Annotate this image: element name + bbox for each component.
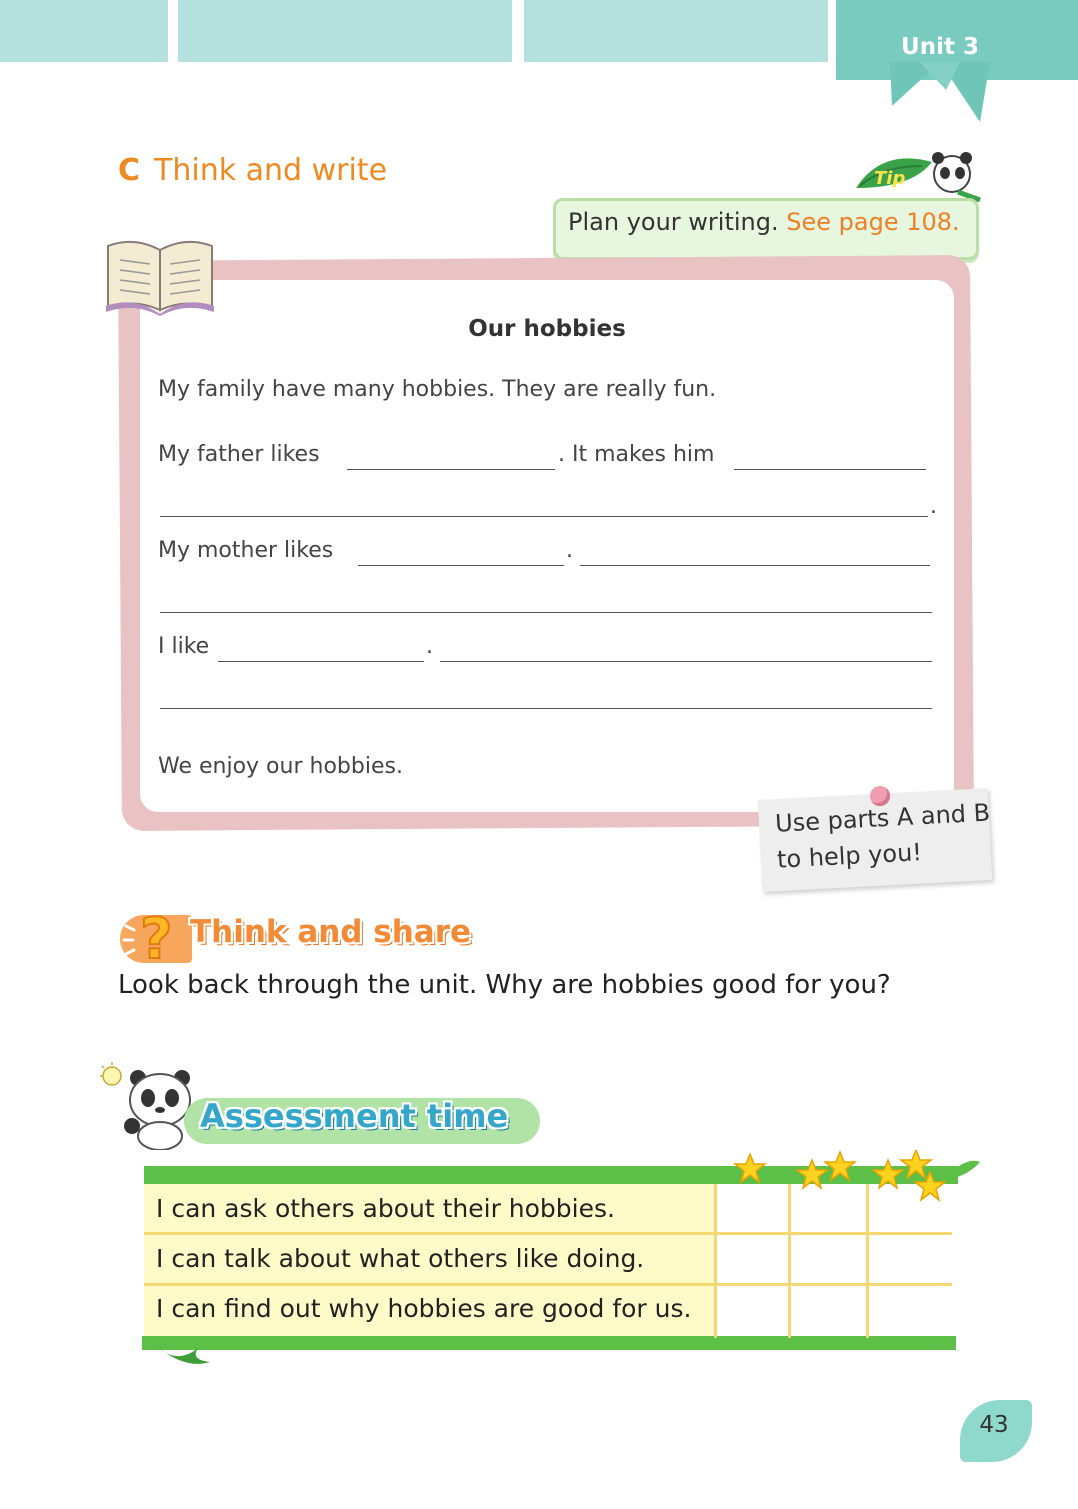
table-row-divider	[144, 1283, 952, 1286]
my-feeling-blank[interactable]	[440, 661, 932, 662]
rating-cell[interactable]	[718, 1236, 786, 1282]
table-column-divider	[788, 1184, 791, 1338]
question-mark-icon	[118, 902, 188, 966]
i-prefix: I like	[158, 634, 210, 659]
mother-mid: .	[566, 538, 573, 563]
rating-cell[interactable]	[792, 1236, 864, 1282]
mother-prefix: My mother likes	[158, 538, 334, 563]
i-mid: .	[426, 634, 433, 659]
leaf-decoration-icon	[880, 62, 1000, 142]
tip-page-link[interactable]: See page 108.	[786, 208, 960, 236]
rating-cell[interactable]	[718, 1287, 786, 1335]
header-tab	[178, 0, 512, 62]
my-reason-blank[interactable]	[160, 708, 932, 709]
open-book-icon	[104, 236, 216, 316]
unit-label: Unit 3	[901, 34, 979, 60]
writing-closing: We enjoy our hobbies.	[158, 754, 403, 779]
section-heading	[118, 153, 387, 188]
can-do-statement: I can find out why hobbies are good for us.	[156, 1294, 692, 1323]
writing-line-intro: My family have many hobbies. They are really fun.	[158, 377, 717, 402]
table-column-divider	[714, 1184, 717, 1338]
father-hobby-blank[interactable]	[347, 469, 555, 470]
rating-stars-icon	[730, 1150, 990, 1202]
section-title: Think and write	[154, 153, 388, 188]
think-and-share-question: Look back through the unit. Why are hobbies good for you?	[118, 970, 891, 1000]
table-bottom-border	[142, 1336, 956, 1350]
mother-reason-blank[interactable]	[160, 612, 932, 613]
writing-title: Our hobbies	[468, 316, 626, 342]
father-feeling-blank[interactable]	[734, 469, 926, 470]
mother-hobby-blank[interactable]	[358, 565, 564, 566]
father-prefix: My father likes	[158, 442, 320, 467]
rating-cell[interactable]	[792, 1287, 864, 1335]
can-do-statement: I can ask others about their hobbies.	[156, 1194, 615, 1223]
father-reason-blank[interactable]	[160, 516, 928, 517]
leaf-decoration-icon	[150, 1340, 220, 1366]
page-number: 43	[979, 1412, 1009, 1438]
svg-text:?: ?	[140, 907, 173, 966]
my-hobby-blank[interactable]	[218, 661, 424, 662]
table-column-divider	[866, 1184, 869, 1338]
header-tab	[0, 0, 168, 62]
mother-feeling-blank[interactable]	[580, 565, 930, 566]
father-mid: . It makes him	[558, 442, 715, 467]
think-and-share-title: Think and share	[190, 914, 472, 950]
father-period: .	[930, 494, 937, 519]
tip-text	[568, 208, 960, 236]
tip-badge-label: Tip	[874, 168, 906, 189]
panda-icon	[98, 1060, 198, 1150]
tip-instruction: Plan your writing.	[568, 208, 779, 236]
header-tab	[524, 0, 828, 62]
assessment-title: Assessment time	[200, 1097, 509, 1135]
can-do-statement: I can talk about what others like doing.	[156, 1244, 645, 1273]
section-letter: C	[118, 153, 141, 188]
sticky-note-text: Use parts A and B to help you!	[774, 798, 991, 874]
rating-cell[interactable]	[870, 1236, 950, 1282]
rating-cell[interactable]	[870, 1287, 950, 1335]
table-row-divider	[144, 1232, 952, 1235]
